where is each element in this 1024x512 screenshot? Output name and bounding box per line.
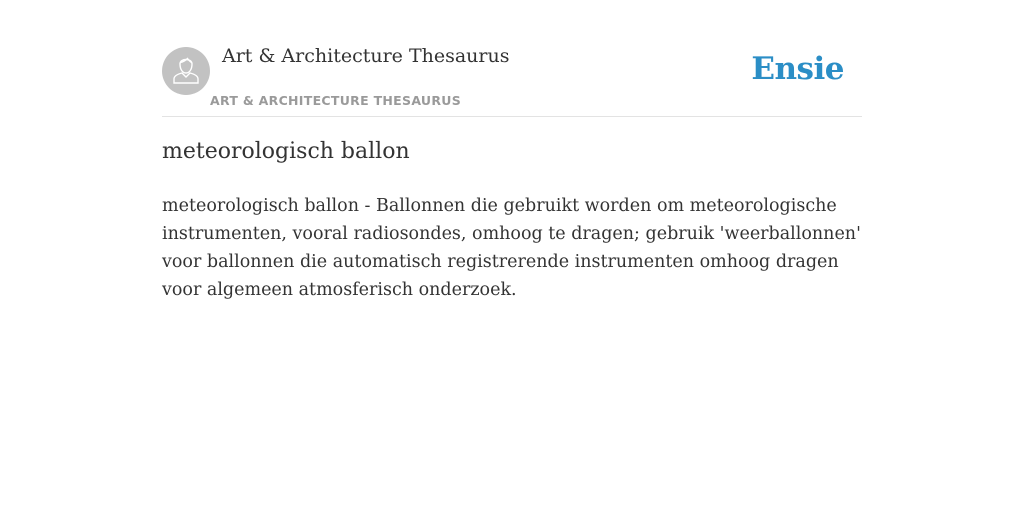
entry-definition: meteorologisch ballon - Ballonnen die gebruikt worden om meteorologische instrumenten, vooral radiosondes, omhoog te dragen; gebruik 'weerballonnen' voor ballonnen die automatisch registrerende instrumenten omhoog dragen voor algemeen atmosferisch onderzoek.	[162, 196, 861, 300]
entry-title: meteorologisch ballon	[162, 139, 410, 164]
source-label[interactable]: ART & ARCHITECTURE THESAURUS	[210, 93, 462, 108]
user-placeholder-icon	[171, 53, 201, 90]
page-header	[162, 38, 862, 117]
author-avatar[interactable]	[162, 47, 210, 95]
ensie-logo[interactable]: Ensie	[751, 51, 844, 87]
author-name-link[interactable]: Art & Architecture Thesaurus	[222, 45, 510, 67]
